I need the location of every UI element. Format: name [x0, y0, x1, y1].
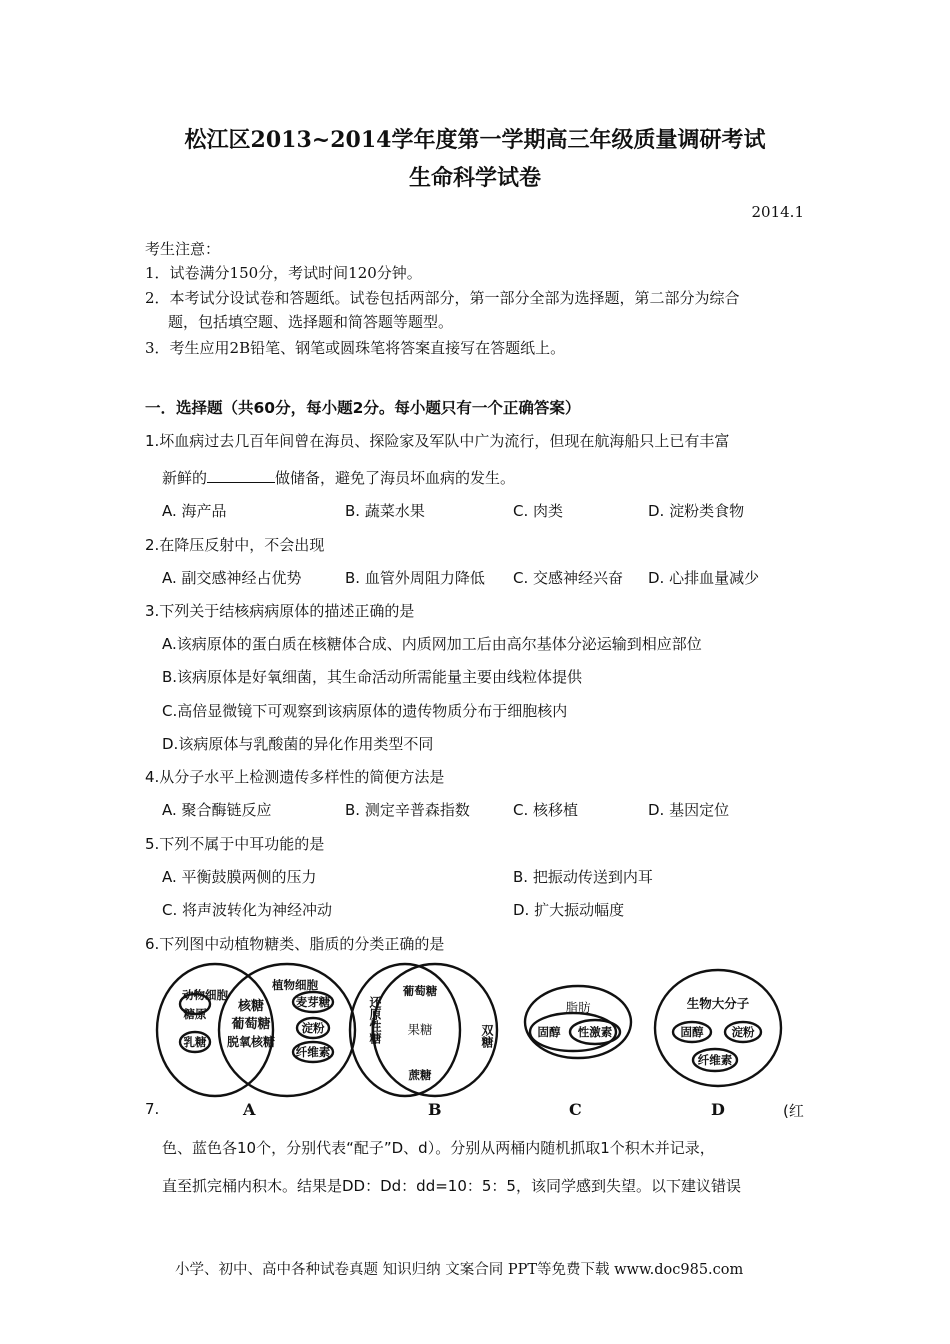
q3-option-a: A.该病原体的蛋白质在核糖体合成、内质网加工后由高尔基体分泌运输到相应部位: [162, 635, 702, 653]
fig-a-center-item: 葡萄糖: [231, 1017, 271, 1032]
q4-option-b: B. 测定辛普森指数: [345, 801, 470, 819]
page-footer: 小学、初中、高中各种试卷真题 知识归纳 文案合同 PPT等免费下载 www.doc985.com: [175, 1262, 744, 1278]
question-1-stem: 1.坏血病过去几百年间曾在海员、探险家及军队中广为流行，但现在航海船只上已有丰富: [145, 432, 730, 450]
exam-subtitle: 生命科学试卷: [408, 165, 541, 191]
notice-item-1: 1．试卷满分150分，考试时间120分钟。: [145, 264, 422, 282]
fig-b-label: B: [428, 1100, 442, 1119]
q1-option-b: B. 蔬菜水果: [345, 502, 425, 520]
exam-title: 松江区2013~2014学年度第一学期高三年级质量调研考试: [184, 127, 766, 153]
q1-option-c: C. 肉类: [513, 502, 564, 520]
fig-a-item: 乳糖: [183, 1035, 207, 1049]
fig-c-item: 性激素: [577, 1025, 613, 1039]
q7-stem-line-3: 直至抓完桶内积木。结果是DD：Dd：dd=10：5：5，该同学感到失望。以下建议错误: [162, 1177, 741, 1195]
q7-stem-tail: (红: [783, 1102, 804, 1120]
q2-option-b: B. 血管外周阻力降低: [345, 569, 485, 587]
q4-option-c: C. 核移植: [513, 801, 579, 819]
fig-a-center-item: 核糖: [237, 999, 265, 1014]
fig-a-label: A: [243, 1100, 256, 1119]
q4-option-d: D. 基因定位: [648, 801, 730, 819]
notice-item-2: 2．本考试分设试卷和答题纸。试卷包括两部分，第一部分全部为选择题，第二部分为综合: [145, 289, 740, 307]
question-3-stem: 3.下列关于结核病病原体的描述正确的是: [145, 602, 415, 620]
fig-a-item: 纤维素: [295, 1045, 331, 1059]
fig-b-right-title: 双糖: [480, 1024, 494, 1048]
notice-item-3: 3．考生应用2B铅笔、钢笔或圆珠笔将答案直接写在答题纸上。: [145, 339, 566, 357]
q3-option-d: D.该病原体与乳酸菌的异化作用类型不同: [162, 735, 434, 753]
q5-option-c: C. 将声波转化为神经冲动: [162, 901, 333, 919]
venn-diagrams: [155, 962, 815, 1102]
fig-c-label: C: [569, 1100, 582, 1119]
fig-b-left-title: 还原性糖: [368, 996, 382, 1044]
fig-d-item: 固醇: [680, 1025, 704, 1039]
question-2-stem: 2.在降压反射中，不会出现: [145, 536, 325, 554]
q7-stem-line-2: 色、蓝色各10个，分别代表“配子”D、d）。分别从两桶内随机抓取1个积木并记录，: [162, 1139, 715, 1157]
fig-b-item: 果糖: [407, 1022, 433, 1037]
fig-b-item: 葡萄糖: [402, 984, 438, 998]
q3-option-c: C.高倍显微镜下可观察到该病原体的遗传物质分布于细胞核内: [162, 702, 568, 720]
q1-option-a: A. 海产品: [162, 502, 227, 520]
fig-a-item: 麦芽糖: [295, 995, 331, 1009]
q2-option-a: A. 副交感神经占优势: [162, 569, 302, 587]
fig-d-item: 淀粉: [731, 1025, 755, 1039]
q1-stem-part: 新鲜的: [162, 469, 208, 487]
question-5-stem: 5.下列不属于中耳功能的是: [145, 835, 325, 853]
q3-option-b: B.该病原体是好氧细菌，其生命活动所需能量主要由线粒体提供: [162, 668, 583, 686]
question-6-stem: 6.下列图中动植物糖类、脂质的分类正确的是: [145, 935, 445, 953]
question-1-stem-cont: [162, 467, 515, 488]
fig-a-item: 糖原: [183, 1007, 207, 1021]
fig-b-item: 蔗糖: [408, 1068, 432, 1082]
fig-d-label: D: [711, 1100, 725, 1119]
q5-option-a: A. 平衡鼓膜两侧的压力: [162, 868, 317, 886]
notice-heading: 考生注意：: [145, 240, 221, 258]
notice-item-2-cont: 题，包括填空题、选择题和简答题等题型。: [168, 313, 454, 331]
question-4-stem: 4.从分子水平上检测遗传多样性的简便方法是: [145, 768, 445, 786]
question-7-number: 7.: [145, 1100, 160, 1118]
fig-d-item: 纤维素: [697, 1053, 733, 1067]
q1-stem-part: 做储备，避免了海员坏血病的发生。: [275, 469, 516, 487]
q2-option-d: D. 心排血量减少: [648, 569, 760, 587]
exam-date: 2014.1: [751, 203, 804, 221]
q5-option-b: B. 把振动传送到内耳: [513, 868, 653, 886]
section-heading: 一．选择题（共60分，每小题2分。每小题只有一个正确答案）: [145, 399, 581, 417]
fig-d-outer-label: 生物大分子: [686, 996, 750, 1011]
q1-option-d: D. 淀粉类食物: [648, 502, 745, 520]
fig-a-center-item: 脱氧核糖: [226, 1035, 276, 1049]
fig-a-right-title: 植物细胞: [272, 978, 318, 992]
q4-option-a: A. 聚合酶链反应: [162, 801, 272, 819]
fig-c-item: 固醇: [537, 1025, 561, 1039]
fig-a-item: 淀粉: [301, 1021, 325, 1035]
answer-blank: [207, 468, 275, 483]
q5-option-d: D. 扩大振动幅度: [513, 901, 625, 919]
fig-a-left-title: 动物细胞: [182, 988, 228, 1002]
fig-c-outer-label: 脂肪: [565, 1000, 591, 1015]
q2-option-c: C. 交感神经兴奋: [513, 569, 624, 587]
